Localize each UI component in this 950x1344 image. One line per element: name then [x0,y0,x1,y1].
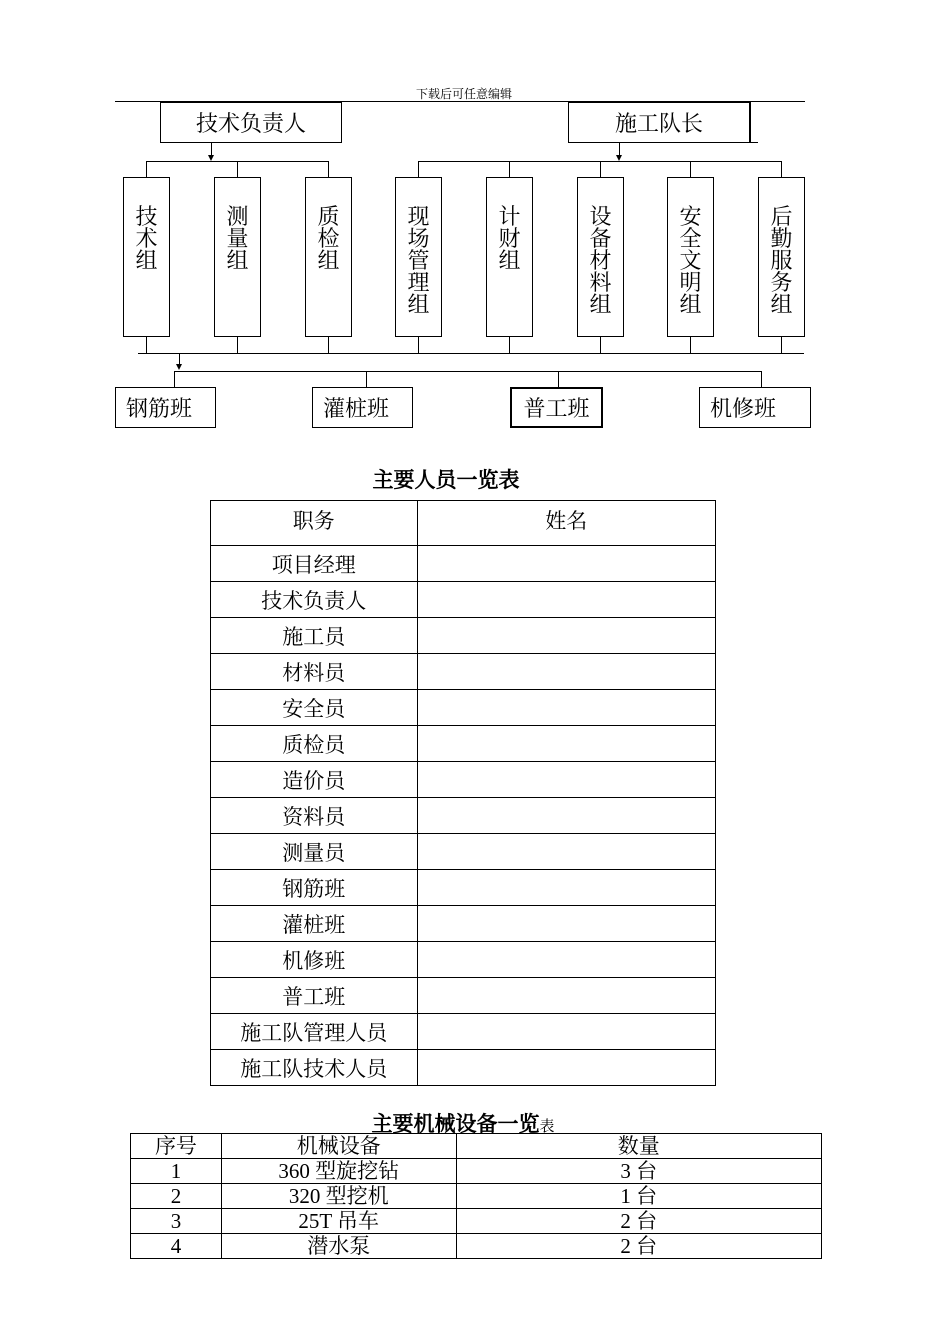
group-box [214,177,261,337]
table-row [211,834,716,870]
team-box [510,387,603,428]
connector [146,161,147,178]
group-label: 测量组 [226,204,249,273]
position-cell: 安全员 [211,690,418,726]
table-row [211,870,716,906]
connector [174,371,762,372]
table-row [131,1234,822,1259]
connector [418,337,419,353]
connector [558,371,559,387]
group-label: 安全文明组 [679,204,702,317]
group-label: 设备材料组 [589,204,612,317]
name-cell[interactable] [417,1014,715,1050]
connector [781,161,782,178]
name-cell[interactable] [417,978,715,1014]
arrow-icon [176,364,182,370]
table-row [131,1159,822,1184]
name-cell[interactable] [417,870,715,906]
group-label: 技术组 [135,204,158,273]
position-cell: 测量员 [211,834,418,870]
quantity-cell: 2 台 [456,1209,821,1234]
column-header: 职务 [211,501,418,546]
connector [328,161,329,178]
connector [781,337,782,353]
table-row [211,762,716,798]
connector [750,101,751,143]
connector [237,161,238,178]
table-row [131,1184,822,1209]
table-row [211,618,716,654]
group-label: 计财组 [498,204,521,273]
table-row [211,582,716,618]
group-box [395,177,442,337]
connector [600,337,601,353]
leader-label: 技术负责人 [195,111,306,136]
quantity-cell: 2 台 [456,1234,821,1259]
position-cell: 施工队管理人员 [211,1014,418,1050]
quantity-cell: 1 台 [456,1184,821,1209]
table-row [131,1209,822,1234]
position-cell: 施工员 [211,618,418,654]
connector [690,161,691,178]
group-label: 现场管理组 [407,204,430,317]
index-cell: 3 [131,1209,222,1234]
connector [690,337,691,353]
connector [328,337,329,353]
position-cell: 钢筋班 [211,870,418,906]
team-box [115,387,216,428]
table-row [211,546,716,582]
position-cell: 质检员 [211,726,418,762]
position-cell: 材料员 [211,654,418,690]
group-box [758,177,805,337]
equipment-title-suffix: 表 [539,1119,555,1135]
position-cell: 施工队技术人员 [211,1050,418,1086]
connector [509,337,510,353]
equipment-title-main: 主要机械设备一览 [371,1112,540,1136]
group-box [577,177,624,337]
position-cell: 项目经理 [211,546,418,582]
name-cell[interactable] [417,798,715,834]
group-box [486,177,533,337]
index-cell: 2 [131,1184,222,1209]
table-row [211,654,716,690]
connector [750,142,758,143]
name-cell[interactable] [417,546,715,582]
connector [138,353,804,354]
table-row [211,1050,716,1086]
leader-label: 施工队长 [614,111,703,136]
table-row [211,726,716,762]
connector [174,371,175,387]
staff-table-title: 主要人员一览表 [372,468,520,492]
position-cell: 机修班 [211,942,418,978]
position-cell: 资料员 [211,798,418,834]
position-cell: 技术负责人 [211,582,418,618]
name-cell[interactable] [417,834,715,870]
team-label: 灌桩班 [323,396,390,421]
group-label: 质检组 [317,204,340,273]
table-row [211,942,716,978]
quantity-cell: 3 台 [456,1159,821,1184]
equipment-cell: 潜水泵 [221,1234,456,1259]
table-row [211,1014,716,1050]
column-header: 序号 [131,1134,222,1159]
header-note: 下载后可任意编辑 [415,87,512,101]
connector [509,161,510,178]
name-cell[interactable] [417,1050,715,1086]
team-box [312,387,413,428]
column-header: 数量 [456,1134,821,1159]
position-cell: 普工班 [211,978,418,1014]
equipment-table [130,1133,822,1259]
table-row [211,690,716,726]
group-label: 后勤服务组 [770,204,793,317]
name-cell[interactable] [417,690,715,726]
table-header-row [131,1134,822,1159]
table-row [211,906,716,942]
position-cell: 灌桩班 [211,906,418,942]
name-cell[interactable] [417,906,715,942]
team-box [699,387,811,428]
column-header: 姓名 [417,501,715,546]
position-cell: 造价员 [211,762,418,798]
staff-table [210,500,716,1086]
name-cell[interactable] [417,942,715,978]
name-cell[interactable] [417,762,715,798]
name-cell[interactable] [417,618,715,654]
leader-box-captain [568,102,750,143]
index-cell: 4 [131,1234,222,1259]
equipment-cell: 320 型挖机 [221,1184,456,1209]
table-row [211,978,716,1014]
group-box [305,177,352,337]
table-row [211,798,716,834]
team-label: 钢筋班 [126,396,193,421]
team-label: 普工班 [523,396,590,421]
leader-box-tech [160,102,342,143]
connector [237,337,238,353]
group-box [123,177,170,337]
connector [366,371,367,387]
name-cell[interactable] [417,654,715,690]
connector [418,161,419,178]
equipment-cell: 25T 吊车 [221,1209,456,1234]
column-header: 机械设备 [221,1134,456,1159]
equipment-cell: 360 型旋挖钻 [221,1159,456,1184]
connector [600,161,601,178]
group-box [667,177,714,337]
connector [761,371,762,387]
connector [146,337,147,353]
name-cell[interactable] [417,582,715,618]
table-header-row [211,501,716,546]
index-cell: 1 [131,1159,222,1184]
team-label: 机修班 [710,396,777,421]
name-cell[interactable] [417,726,715,762]
